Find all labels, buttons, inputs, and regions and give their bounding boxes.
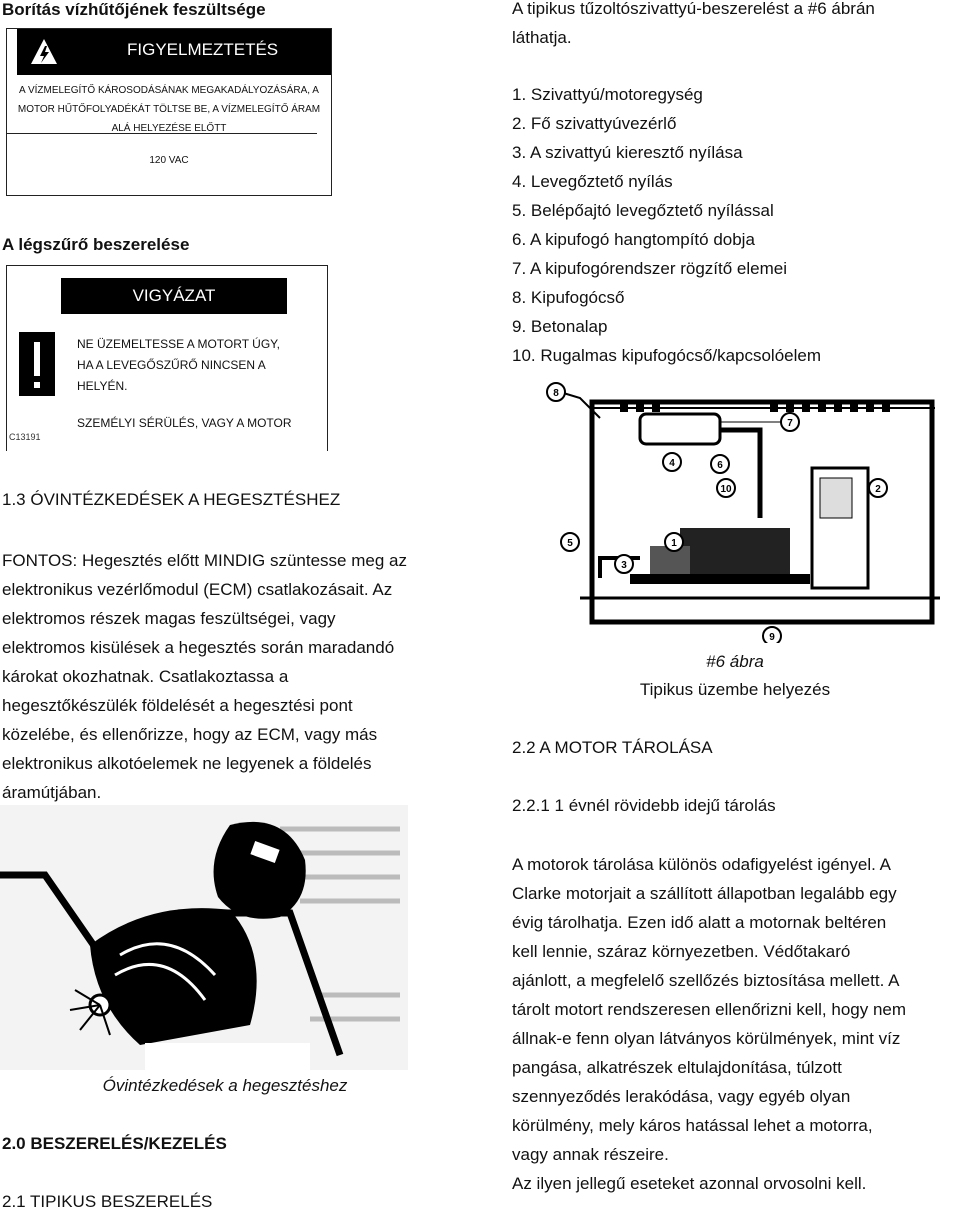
figure-number: #6 ábra bbox=[706, 652, 764, 671]
exhaust-muffler bbox=[640, 414, 720, 444]
callout-9: 9 bbox=[769, 632, 775, 643]
caution-label bbox=[6, 265, 328, 451]
welding-heading: 1.3 ÓVINTÉZKEDÉSEK A HEGESZTÉSHEZ bbox=[2, 490, 341, 509]
callout-10: 10 bbox=[720, 484, 732, 495]
installation-diagram bbox=[540, 378, 960, 643]
storage-paragraph: A motorok tárolása különös odafigyelést igényel. A Clarke motorjait a szállított állapotban legalább egy évig tárolhatja. Ezen idő alatt a motornak beltéren kell lennie, száraz környezetben. Védőtakaró ajánlott, a megfelelő szellőzés biztosítása mellett. A tárolt motort rendszeresen ellenőrizni kell, hogy nem állnak-e fenn olyan látványos körülmények, mint víz pangása, alkatrészek eltulajdonítása, túlzott szennyeződés lerakódása, vagy egyéb olyan körülmény, mely káros hatással lehet a motorra, vagy annak részeire. Az ilyen jellegű eseteket azonnal orvosolni kell. bbox=[512, 855, 907, 1193]
callout-2: 2 bbox=[875, 484, 881, 495]
section-2-2-1-heading: 2.2.1 1 évnél rövidebb idejű tárolás bbox=[512, 796, 776, 815]
welding-paragraph: FONTOS: Hegesztés előtt MINDIG szüntesse meg az elektronikus vezérlőmodul (ECM) csatlakozásait. Az elektromos részek magas feszültségei, vagy elektromos kisülések a hegesztés során maradandó károkat okozhatnak. Csatlakoztassa a hegesztőkészülék földelését a hegesztési pont közelébe, és ellenőrizze, hogy az ECM, vagy más elektronikus alkotóelemek ne legyenek a földelés áramútjában. bbox=[2, 551, 407, 802]
warning-header-bar bbox=[17, 29, 331, 75]
cooler-voltage-title: Borítás vízhűtőjének feszültsége bbox=[2, 0, 266, 19]
callout-8: 8 bbox=[553, 388, 559, 399]
welding-caption: Óvintézkedések a hegesztéshez bbox=[102, 1076, 348, 1095]
electric-hazard-icon bbox=[29, 37, 59, 67]
caution-header-text: VIGYÁZAT bbox=[132, 286, 216, 305]
list-item: 6. A kipufogó hangtompító dobja bbox=[512, 230, 755, 249]
list-item: 5. Belépőajtó levegőztető nyílással bbox=[512, 201, 774, 220]
callout-5: 5 bbox=[567, 538, 573, 549]
caution-footer: SZEMÉLYI SÉRÜLÉS, VAGY A MOTOR bbox=[77, 416, 292, 430]
figure-title: Tipikus üzembe helyezés bbox=[639, 680, 831, 699]
air-filter-title: A légszűrő beszerelése bbox=[2, 235, 190, 254]
list-item: 3. A szivattyú kieresztő nyílása bbox=[512, 143, 743, 162]
warning-header-text: FIGYELMEZTETÉS bbox=[127, 40, 279, 59]
callout-3: 3 bbox=[621, 560, 627, 571]
concrete-base bbox=[630, 574, 810, 584]
callout-4: 4 bbox=[669, 458, 675, 469]
caution-code: C13191 bbox=[9, 432, 41, 442]
intro-text: A tipikus tűzoltószivattyú-beszerelést a #6 ábrán láthatja. bbox=[512, 0, 875, 47]
callout-7: 7 bbox=[787, 418, 793, 429]
warning-label bbox=[6, 28, 332, 196]
list-item: 8. Kipufogócső bbox=[512, 288, 625, 307]
pump-motor-unit bbox=[680, 528, 790, 578]
callout-1: 1 bbox=[671, 538, 677, 549]
list-item: 2. Fő szivattyúvezérlő bbox=[512, 114, 677, 133]
list-item: 10. Rugalmas kipufogócső/kapcsolóelem bbox=[512, 346, 822, 365]
exclamation-icon bbox=[19, 332, 55, 396]
section-2-1-heading: 2.1 TIPIKUS BESZERELÉS bbox=[2, 1192, 213, 1211]
list-item: 9. Betonalap bbox=[512, 317, 608, 336]
list-item: 1. Szivattyú/motoregység bbox=[512, 85, 703, 104]
exhaust-pipe bbox=[720, 430, 760, 518]
warning-voltage: 120 VAC bbox=[149, 155, 189, 166]
caution-header-bar bbox=[61, 278, 287, 314]
caution-text: NE ÜZEMELTESSE A MOTORT ÚGY, HA A LEVEGŐSZŰRŐ NINCSEN A HELYÉN. bbox=[77, 337, 280, 393]
warning-text: A VÍZMELEGÍTŐ KÁROSODÁSÁNAK MEGAKADÁLYOZÁSÁRA, A MOTOR HŰTŐFOLYADÉKÁT TÖLTSE BE, A VÍZMELEGÍTŐ ÁRAM ALÁ HELYEZÉSE ELŐTT bbox=[17, 85, 321, 134]
list-item: 4. Levegőztető nyílás bbox=[512, 172, 673, 191]
section-2-2-heading: 2.2 A MOTOR TÁROLÁSA bbox=[512, 738, 713, 757]
list-item: 7. A kipufogórendszer rögzítő elemei bbox=[512, 259, 787, 278]
callout-6: 6 bbox=[717, 460, 723, 471]
section-2-0-heading: 2.0 BESZERELÉS/KEZELÉS bbox=[2, 1134, 227, 1153]
welding-illustration bbox=[0, 805, 408, 1070]
installation-parts-list bbox=[512, 80, 821, 370]
warning-divider bbox=[7, 133, 317, 134]
